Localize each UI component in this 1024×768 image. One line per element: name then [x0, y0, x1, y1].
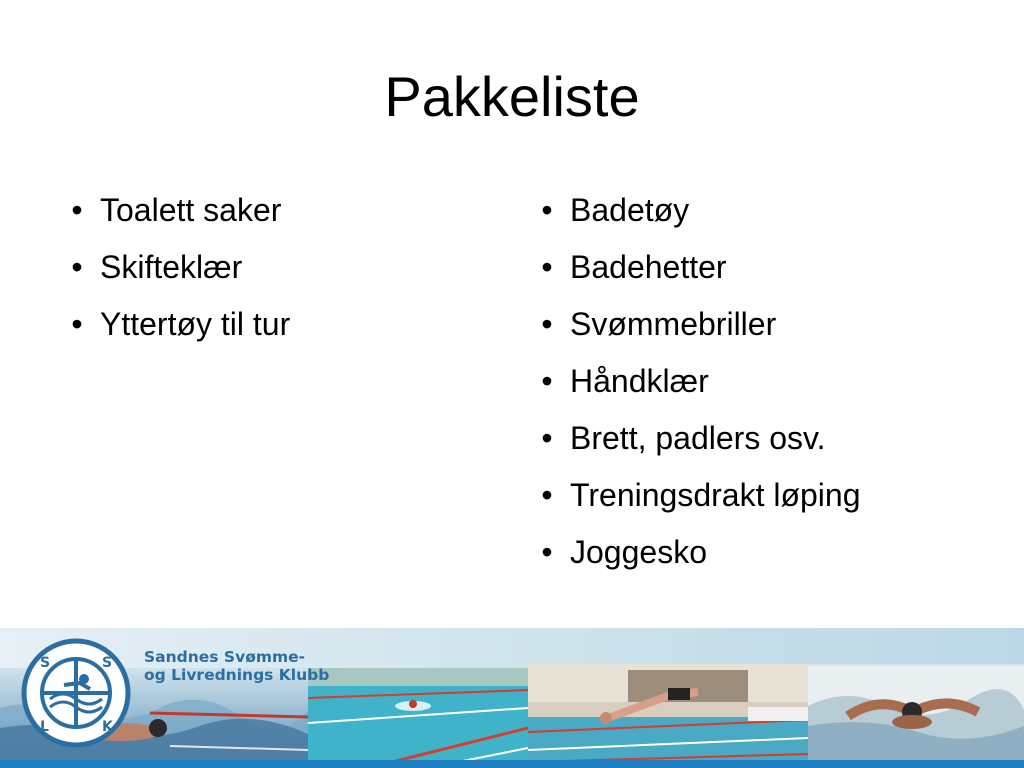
bottom-strip [0, 760, 1024, 768]
diver-photo [528, 662, 808, 768]
bullet: • [541, 477, 553, 513]
list-item-text: Yttertøy til tur [100, 306, 291, 342]
list-item-text: Svømmebriller [570, 306, 777, 342]
bullet: • [541, 420, 553, 456]
list-item [532, 353, 861, 410]
list-item-text: Håndklær [570, 363, 709, 399]
bullet: • [541, 249, 553, 285]
butterfly-swimmer-photo [808, 666, 1024, 768]
list-item-text: Joggesko [570, 534, 707, 570]
list-item [532, 410, 861, 467]
club-name-line2: og Livrednings Klubb [144, 666, 330, 684]
page-title: Pakkeliste [384, 65, 640, 128]
list-item-text: Skifteklær [100, 249, 243, 285]
packing-list-right [532, 182, 861, 581]
list-item [62, 182, 290, 239]
club-name [144, 648, 329, 684]
logo-letter: L [40, 719, 49, 735]
list-item [62, 239, 290, 296]
list-item-text: Brett, padlers osv. [570, 420, 826, 456]
club-logo-icon [20, 637, 132, 749]
list-item-text: Badetøy [570, 192, 690, 228]
list-item-text: Badehetter [570, 249, 727, 285]
list-item [62, 296, 290, 353]
list-item [532, 239, 861, 296]
list-item-text: Toalett saker [100, 192, 282, 228]
club-name-line1: Sandnes Svømme- [144, 648, 306, 666]
bullet: • [71, 249, 83, 285]
logo-letter: S [40, 655, 51, 671]
bullet: • [541, 306, 553, 342]
packing-list-left [62, 182, 290, 353]
club-header-area-right [528, 628, 1024, 664]
list-item [532, 524, 861, 581]
bullet: • [541, 192, 553, 228]
bullet: • [71, 192, 83, 228]
logo-letter: S [102, 655, 113, 671]
bullet: • [541, 534, 553, 570]
list-item [532, 296, 861, 353]
list-item [532, 467, 861, 524]
pool-photo [308, 668, 528, 768]
list-item-text: Treningsdrakt løping [570, 477, 861, 513]
bullet: • [541, 363, 553, 399]
logo-letter: K [102, 719, 113, 735]
bullet: • [71, 306, 83, 342]
list-item [532, 182, 861, 239]
